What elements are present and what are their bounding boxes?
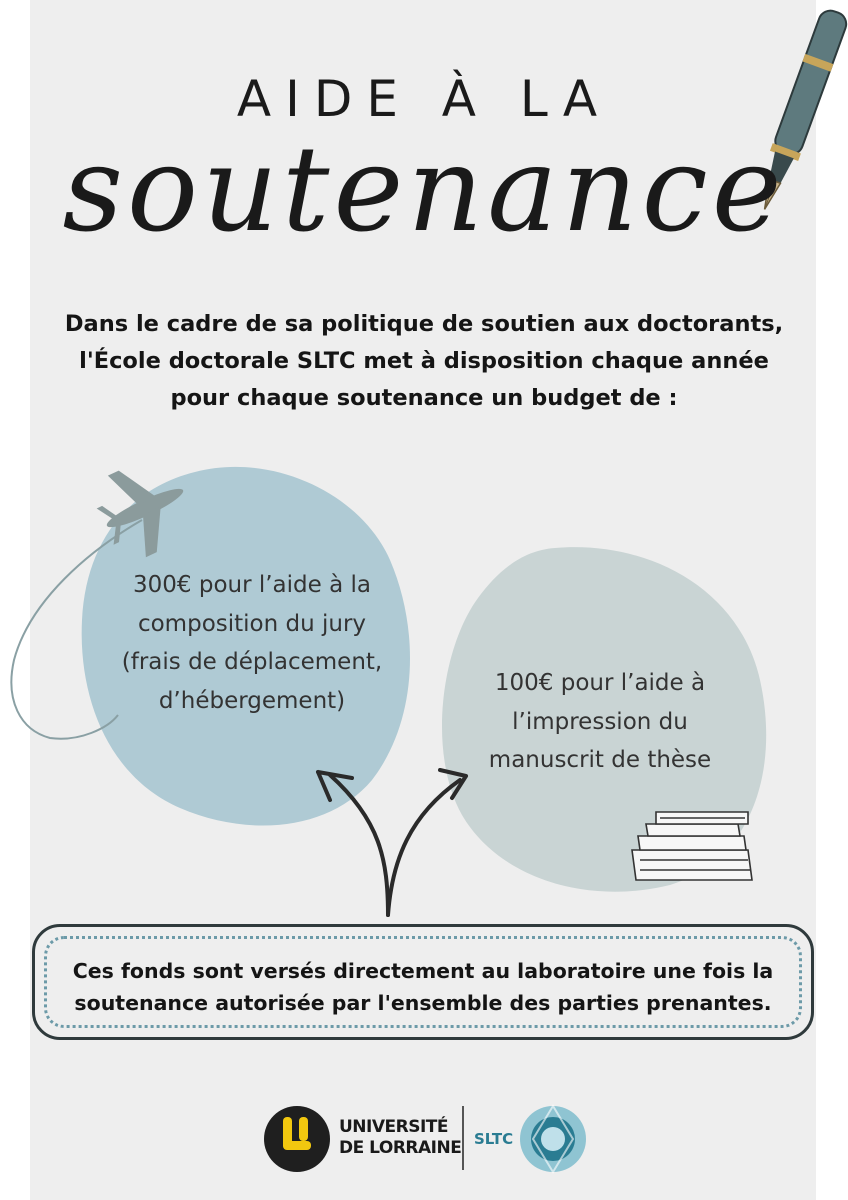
sltc-logo-icon <box>520 1106 586 1172</box>
aid-jury-line-3: (frais de déplacement, <box>121 649 383 675</box>
notice-line-1: Ces fonds sont versés directement au laboratoire une fois la <box>72 959 774 983</box>
intro-line-3: pour chaque soutenance un budget de : <box>170 385 678 411</box>
intro-text <box>40 306 808 417</box>
universite-lorraine-logo-icon <box>264 1106 330 1172</box>
aid-jury-line-1: 300€ pour l’aide à la <box>133 572 371 598</box>
aid-print-line-3: manuscrit de thèse <box>488 747 712 773</box>
logo-divider <box>462 1106 464 1170</box>
universite-lorraine-wordmark <box>339 1117 461 1159</box>
sltc-wordmark: SLTC <box>474 1130 514 1148</box>
title-line-1: AIDE À LA <box>236 70 612 128</box>
university-line-1: UNIVERSITÉ <box>339 1117 448 1137</box>
aid-jury-text <box>96 566 408 720</box>
aid-print-text <box>454 664 746 780</box>
notice-line-2: soutenance autorisée par l'ensemble des parties prenantes. <box>74 991 772 1015</box>
aid-print-line-1: 100€ pour l’aide à <box>494 670 706 696</box>
notice-box <box>32 924 814 1040</box>
aid-print-line-2: l’impression du <box>512 708 688 735</box>
notice-text <box>35 955 811 1019</box>
university-line-2: DE LORRAINE <box>339 1138 462 1158</box>
intro-line-2: l'École doctorale SLTC met à disposition chaque année <box>79 348 769 374</box>
aid-jury-line-2: composition du jury <box>137 610 367 637</box>
title-line-2: soutenance <box>62 120 786 258</box>
aid-jury-line-4: d’hébergement) <box>158 687 346 714</box>
intro-line-1: Dans le cadre de sa politique de soutien aux doctorants, <box>64 311 784 337</box>
